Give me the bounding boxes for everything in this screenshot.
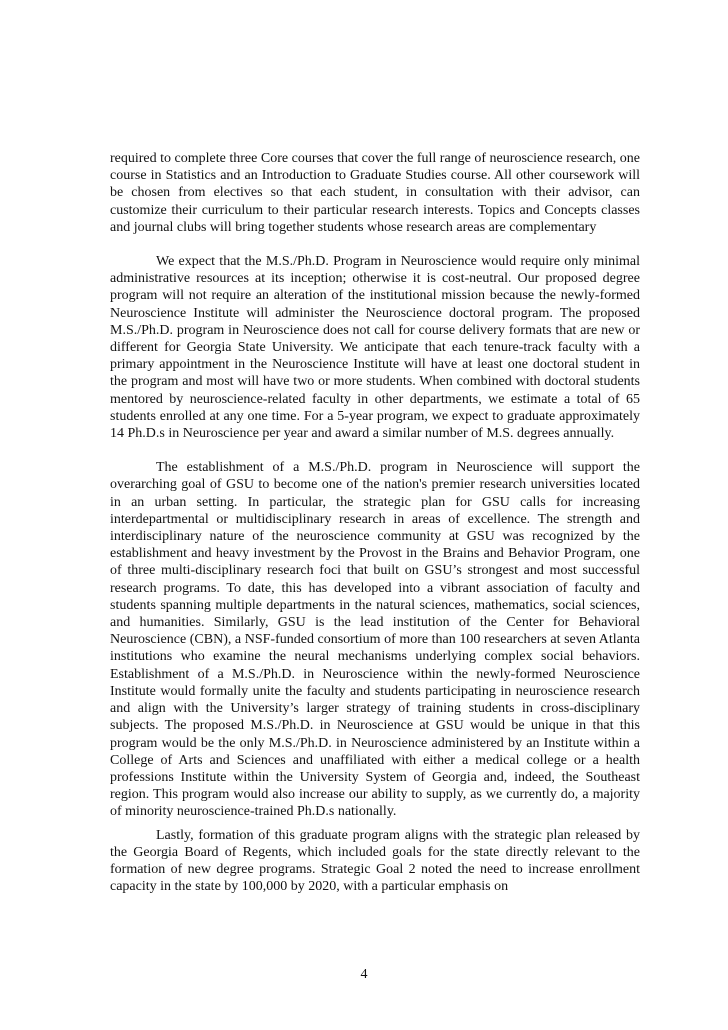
paragraph-core-courses: required to complete three Core courses that cover the full range of neuroscience research, one course in Statistics and an Introduction to Graduate Studies course. All other coursework will be chosen from electives so that each student, in consultation with their advisor, can customize their curriculum to their particular research interests. Topics and Concepts classes and journal clubs will bring together students whose research areas are complementary	[110, 151, 640, 235]
page-number: 4	[360, 967, 368, 982]
paragraph-resources: We expect that the M.S./Ph.D. Program in Neuroscience would require only minimal administrative resources at its inception; otherwise it is cost-neutral. Our proposed degree program will not require an alteration of the institutional mission because the newly-formed Neuroscience Institute will administer the Neuroscience doctoral program. The proposed M.S./Ph.D. program in Neuroscience does not call for course delivery formats that are new or different for Georgia State University. We anticipate that each tenure-track faculty with a primary appointment in the Neuroscience Institute will have at least one doctoral student in the program and most will have two or more students. When combined with doctoral students mentored by neuroscience-related faculty in other departments, we estimate a total of 65 students enrolled at any one time. For a 5-year program, we expect to graduate approximately 14 Ph.D.s in Neuroscience per year and award a similar number of M.S. degrees annually.	[110, 254, 640, 442]
paragraph-strategic-goal: The establishment of a M.S./Ph.D. program in Neuroscience will support the overarching goal of GSU to become one of the nation's premier research universities located in an urban setting. In particular, the strategic plan for GSU calls for increasing interdepartmental or multidisciplinary research in areas of excellence. The strength and interdisciplinary nature of the neuroscience community at GSU was recognized by the establishment and heavy investment by the Provost in the Brains and Behavior Program, one of three multi-disciplinary research foci that built on GSU’s strongest and most successful research programs. To date, this has developed into a vibrant association of faculty and students spanning multiple departments in the natural sciences, mathematics, social sciences, and humanities. Similarly, GSU is the lead institution of the Center for Behavioral Neuroscience (CBN), a NSF-funded consortium of more than 100 researchers at seven Atlanta institutions who examine the neural mechanisms underlying complex social behaviors. Establishment of a M.S./Ph.D. in Neuroscience within the newly-formed Neuroscience Institute would formally unite the faculty and students participating in neuroscience research and align with the University’s larger strategy of training students in cross-disciplinary subjects. The proposed M.S./Ph.D. in Neuroscience at GSU would be unique in that this program would be the only M.S./Ph.D. in Neuroscience administered by an Institute within a College of Arts and Sciences and unaffiliated with either a medical college or a health professions Institute within the University System of Georgia and, indeed, the Southeast region. This program would also increase our ability to supply, as we currently do, a majority of minority neuroscience-trained Ph.D.s nationally.	[110, 460, 640, 820]
paragraph-board-of-regents: Lastly, formation of this graduate program aligns with the strategic plan released by the Georgia Board of Regents, which included goals for the state directly relevant to the formation of new degree programs. Strategic Goal 2 noted the need to increase enrollment capacity in the state by 100,000 by 2020, with a particular emphasis on	[110, 827, 640, 895]
document-body	[110, 150, 640, 895]
